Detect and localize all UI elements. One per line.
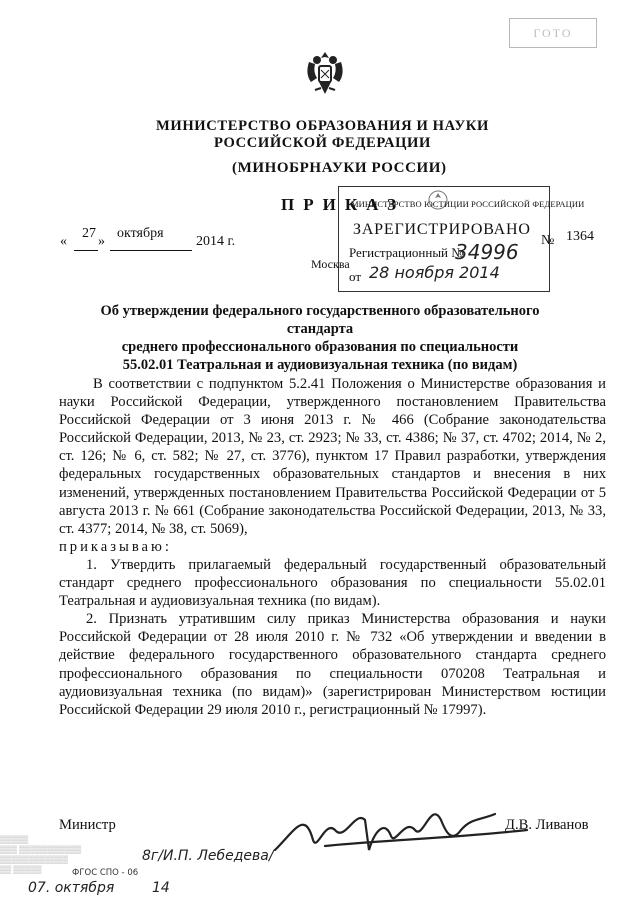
ministry-line-1: МИНИСТЕРСТВО ОБРАЗОВАНИЯ И НАУКИ — [156, 118, 489, 134]
minister-name: Д.В. Ливанов — [505, 817, 589, 833]
fgos-mark: ФГОС СПО - 06 — [72, 868, 139, 878]
date-month-underline — [110, 250, 192, 251]
coat-of-arms-icon — [303, 48, 347, 100]
date-month: октября — [117, 226, 164, 241]
handwritten-date: 07. октября — [28, 880, 115, 896]
date-day: 27 — [82, 226, 96, 241]
minister-label: Министр — [59, 817, 116, 833]
handwritten-number: 14 — [152, 880, 170, 896]
date-quote-close: » — [98, 234, 105, 249]
date-day-underline — [74, 250, 98, 251]
heading-line-2: среднего профессионального образования по специальности — [121, 339, 519, 355]
ministry-short-name: (МИНОБРНАУКИ РОССИИ) — [232, 160, 447, 176]
order-date — [60, 226, 260, 248]
city: Москва — [311, 257, 350, 271]
stamp-date-label: от — [349, 269, 362, 284]
ministry-line-2: РОССИЙСКОЙ ФЕДЕРАЦИИ — [214, 135, 431, 151]
document-heading — [70, 302, 570, 374]
order-word: приказываю: — [59, 538, 172, 555]
stamp-number: 34996 — [455, 240, 519, 264]
top-corner-stamp: ГОТО — [509, 18, 597, 48]
order-item-2: 2. Признать утратившим силу приказ Министерства образования и науки Российской Федерации от 28 июля 2010 г. № 732 «Об утверждении и введении в действие федерального государственного образовательного стандарта среднего профессионального образования по специальности 070208 Театральная и аудиовизуальная техника (по видам)» (зарегистрирован Министерством юстиции Российской Федерации 29 июля 2010 г., регистрационный № 17997). — [59, 611, 606, 718]
order-item-1: 1. Утвердить прилагаемый федеральный государственный образовательный стандарт среднего профессионального образования по специальности 55.02.01 Театральная и аудиовизуальная техника (по видам). — [59, 556, 606, 610]
ministry-name — [150, 118, 495, 152]
stamp-date: 28 ноября 2014 — [369, 263, 500, 282]
stamp-title: ЗАРЕГИСТРИРОВАНО — [353, 221, 531, 238]
heading-line-1: Об утверждении федерального государственного образовательного стандарта — [100, 303, 540, 337]
preamble-paragraph: В соответствии с подпунктом 5.2.41 Положения о Министерстве образования и науки Российской Федерации, утвержденного постановлением Правительства Российской Федерации от 3 июня 2013 г. № 466 (Собрание законодательства Российской Федерации, 2013, № 23, ст. 2923; № 33, ст. 4386; № 37, ст. 4702; 2014, № 2, ст. 126; № 6, ст. 582; № 27, ст. 3776), пунктом 17 Правил разработки, утверждения федеральных государственных образовательных стандартов и внесения в них изменений, утвержденных постановлением Правительства Российской Федерации от 5 августа 2013 г. № 661 (Собрание законодательства Российской Федерации, 2013, № 33, ст. 4377; 2014, № 38, ст. 5069), — [59, 376, 606, 537]
stamp-number-label: Регистрационный № — [349, 245, 464, 260]
order-title: ПРИКАЗ — [281, 195, 405, 214]
faded-visa-stamp: ▒▒▒▒▒ ▒▒▒ ▒▒▒▒▒▒▒▒▒▒▒ ▒▒▒▒▒▒▒▒▒▒▒▒ ▒▒ ▒▒▒▒▒ — [0, 835, 82, 874]
stamp-agency: МИНИСТЕРСТВО ЮСТИЦИИ РОССИЙСКОЙ ФЕДЕРАЦИИ — [351, 199, 585, 209]
order-number: 1364 — [566, 229, 594, 244]
date-quote-open: « — [60, 234, 67, 249]
document-body — [59, 375, 606, 719]
heading-line-3: 55.02.01 Театральная и аудиовизуальная техника (по видам) — [122, 357, 518, 373]
order-number-label: № — [541, 233, 555, 248]
handwritten-visa: 8г/И.П. Лебедева/ — [142, 848, 274, 864]
date-year: 2014 г. — [196, 234, 236, 249]
signature-icon — [265, 790, 535, 870]
